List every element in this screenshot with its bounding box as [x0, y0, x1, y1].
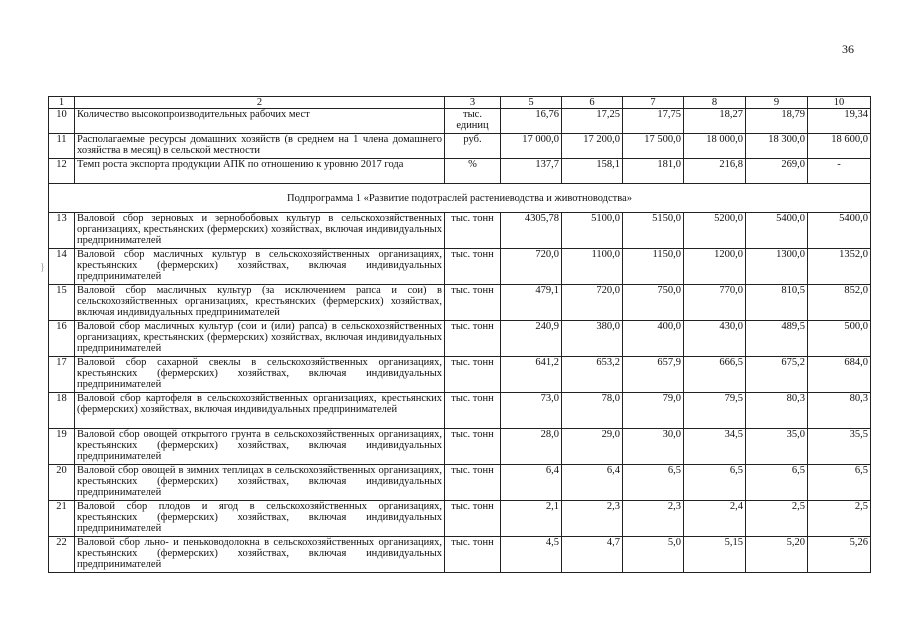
value-cell: 1352,0: [808, 249, 871, 285]
value-cell: 2,5: [808, 501, 871, 537]
value-cell: 2,3: [562, 501, 623, 537]
value-cell: 73,0: [501, 393, 562, 429]
value-cell: 852,0: [808, 285, 871, 321]
row-number: 10: [49, 109, 75, 134]
indicator-description: Валовой сбор овощей открытого грунта в сельскохозяйственных организациях, крестьянских (фермерских) хозяйствах, включая индивидуальных предпринимателей: [75, 429, 445, 465]
value-cell: 750,0: [623, 285, 684, 321]
table-row: [49, 159, 871, 184]
page-number: 36: [842, 42, 854, 56]
value-cell: 5,0: [623, 537, 684, 573]
row-number: 15: [49, 285, 75, 321]
unit-cell: тыс. тонн: [445, 537, 501, 573]
row-number: 14: [49, 249, 75, 285]
value-cell: 5,26: [808, 537, 871, 573]
table-row: [49, 537, 871, 573]
table-row: [49, 109, 871, 134]
row-number: 21: [49, 501, 75, 537]
unit-cell: тыс. тонн: [445, 465, 501, 501]
header-cell: 8: [684, 97, 746, 109]
value-cell: 5400,0: [746, 213, 808, 249]
table-row: [49, 213, 871, 249]
unit-cell: тыс. тонн: [445, 357, 501, 393]
table-row: [49, 465, 871, 501]
value-cell: 1300,0: [746, 249, 808, 285]
value-cell: 400,0: [623, 321, 684, 357]
value-cell: -: [808, 159, 871, 184]
indicator-description: Валовой сбор сахарной свеклы в сельскохозяйственных организациях, крестьянских (фермерских) хозяйствах, включая индивидуальных предпринимателей: [75, 357, 445, 393]
header-cell: 3: [445, 97, 501, 109]
row-number: 13: [49, 213, 75, 249]
header-cell: 9: [746, 97, 808, 109]
value-cell: 380,0: [562, 321, 623, 357]
indicator-description: Валовой сбор овощей в зимних теплицах в сельскохозяйственных организациях, крестьянских (фермерских) хозяйствах, включая индивидуальных предпринимателей: [75, 465, 445, 501]
value-cell: 1150,0: [623, 249, 684, 285]
value-cell: 35,5: [808, 429, 871, 465]
value-cell: 6,5: [623, 465, 684, 501]
indicator-description: Количество высокопроизводительных рабочих мест: [75, 109, 445, 134]
value-cell: 137,7: [501, 159, 562, 184]
value-cell: 770,0: [684, 285, 746, 321]
header-cell: 1: [49, 97, 75, 109]
subprogram-row: [49, 184, 871, 213]
value-cell: 5400,0: [808, 213, 871, 249]
unit-cell: тыс. тонн: [445, 393, 501, 429]
indicators-table: [48, 96, 871, 573]
value-cell: 29,0: [562, 429, 623, 465]
value-cell: 5150,0: [623, 213, 684, 249]
value-cell: 6,5: [684, 465, 746, 501]
value-cell: 720,0: [501, 249, 562, 285]
row-number: 12: [49, 159, 75, 184]
value-cell: 641,2: [501, 357, 562, 393]
value-cell: 17 500,0: [623, 134, 684, 159]
subprogram-title: Подпрограмма 1 «Развитие подотраслей растениеводства и животноводства»: [49, 184, 871, 213]
value-cell: 810,5: [746, 285, 808, 321]
value-cell: 28,0: [501, 429, 562, 465]
value-cell: 78,0: [562, 393, 623, 429]
indicator-description: Валовой сбор масличных культур (сои и (или) рапса) в сельскохозяйственных организациях, крестьянских (фермерских) хозяйствах, включая индивидуальных предпринимателей: [75, 321, 445, 357]
table-row: [49, 501, 871, 537]
value-cell: 5200,0: [684, 213, 746, 249]
value-cell: 80,3: [808, 393, 871, 429]
value-cell: 653,2: [562, 357, 623, 393]
value-cell: 80,3: [746, 393, 808, 429]
value-cell: 30,0: [623, 429, 684, 465]
value-cell: 6,5: [746, 465, 808, 501]
table-row: [49, 285, 871, 321]
header-cell: 7: [623, 97, 684, 109]
unit-cell: руб.: [445, 134, 501, 159]
value-cell: 657,9: [623, 357, 684, 393]
value-cell: 2,4: [684, 501, 746, 537]
value-cell: 4305,78: [501, 213, 562, 249]
value-cell: 216,8: [684, 159, 746, 184]
indicator-description: Темп роста экспорта продукции АПК по отношению к уровню 2017 года: [75, 159, 445, 184]
value-cell: 666,5: [684, 357, 746, 393]
value-cell: 1200,0: [684, 249, 746, 285]
indicator-description: Валовой сбор масличных культур в сельскохозяйственных организациях, крестьянских (фермерских) хозяйствах, включая индивидуальных предпринимателей: [75, 249, 445, 285]
value-cell: 17,75: [623, 109, 684, 134]
row-number: 11: [49, 134, 75, 159]
unit-cell: %: [445, 159, 501, 184]
value-cell: 6,4: [562, 465, 623, 501]
value-cell: 720,0: [562, 285, 623, 321]
table-row: [49, 357, 871, 393]
value-cell: 684,0: [808, 357, 871, 393]
value-cell: 2,3: [623, 501, 684, 537]
indicator-description: Валовой сбор льно- и пеньководолокна в сельскохозяйственных организациях, крестьянских (фермерских) хозяйствах, включая индивидуальных предпринимателей: [75, 537, 445, 573]
value-cell: 158,1: [562, 159, 623, 184]
value-cell: 79,5: [684, 393, 746, 429]
value-cell: 18 000,0: [684, 134, 746, 159]
unit-cell: тыс. тонн: [445, 321, 501, 357]
value-cell: 6,5: [808, 465, 871, 501]
value-cell: 17 200,0: [562, 134, 623, 159]
indicator-description: Располагаемые ресурсы домашних хозяйств (в среднем на 1 члена домашнего хозяйства в месяц) в сельской местности: [75, 134, 445, 159]
row-number: 20: [49, 465, 75, 501]
value-cell: 35,0: [746, 429, 808, 465]
value-cell: 19,34: [808, 109, 871, 134]
row-number: 16: [49, 321, 75, 357]
header-cell: 10: [808, 97, 871, 109]
value-cell: 181,0: [623, 159, 684, 184]
value-cell: 479,1: [501, 285, 562, 321]
table-row: [49, 393, 871, 429]
margin-mark: }: [40, 262, 45, 273]
value-cell: 17 000,0: [501, 134, 562, 159]
table-row: [49, 321, 871, 357]
row-number: 17: [49, 357, 75, 393]
row-number: 22: [49, 537, 75, 573]
header-cell: 2: [75, 97, 445, 109]
unit-cell: тыс. тонн: [445, 501, 501, 537]
value-cell: 1100,0: [562, 249, 623, 285]
row-number: 19: [49, 429, 75, 465]
indicator-description: Валовой сбор плодов и ягод в сельскохозяйственных организациях, крестьянских (фермерских) хозяйствах, включая индивидуальных предпринимателей: [75, 501, 445, 537]
value-cell: 5,15: [684, 537, 746, 573]
indicator-description: Валовой сбор масличных культур (за исключением рапса и сои) в сельскохозяйственных организациях, крестьянских (фермерских) хозяйствах, включая индивидуальных предпринимателей: [75, 285, 445, 321]
value-cell: 5100,0: [562, 213, 623, 249]
value-cell: 18,79: [746, 109, 808, 134]
table-row: [49, 429, 871, 465]
value-cell: 2,5: [746, 501, 808, 537]
value-cell: 4,7: [562, 537, 623, 573]
unit-cell: тыс. тонн: [445, 285, 501, 321]
header-cell: 5: [501, 97, 562, 109]
value-cell: 430,0: [684, 321, 746, 357]
value-cell: 240,9: [501, 321, 562, 357]
unit-cell: тыс. тонн: [445, 213, 501, 249]
header-cell: 6: [562, 97, 623, 109]
value-cell: 18 300,0: [746, 134, 808, 159]
indicator-description: Валовой сбор картофеля в сельскохозяйственных организациях, крестьянских (фермерских) хозяйствах, включая индивидуальных предпринимателей: [75, 393, 445, 429]
value-cell: 34,5: [684, 429, 746, 465]
value-cell: 16,76: [501, 109, 562, 134]
row-number: 18: [49, 393, 75, 429]
value-cell: 6,4: [501, 465, 562, 501]
header-row: [49, 97, 871, 109]
table-row: [49, 249, 871, 285]
unit-cell: тыс. единиц: [445, 109, 501, 134]
value-cell: 18,27: [684, 109, 746, 134]
value-cell: 79,0: [623, 393, 684, 429]
value-cell: 4,5: [501, 537, 562, 573]
value-cell: 500,0: [808, 321, 871, 357]
value-cell: 675,2: [746, 357, 808, 393]
value-cell: 5,20: [746, 537, 808, 573]
table-row: [49, 134, 871, 159]
value-cell: 489,5: [746, 321, 808, 357]
unit-cell: тыс. тонн: [445, 429, 501, 465]
unit-cell: тыс. тонн: [445, 249, 501, 285]
value-cell: 17,25: [562, 109, 623, 134]
indicator-description: Валовой сбор зерновых и зернобобовых культур в сельскохозяйственных организациях, крестьянских (фермерских) хозяйствах, включая индивидуальных предпринимателей: [75, 213, 445, 249]
value-cell: 2,1: [501, 501, 562, 537]
value-cell: 269,0: [746, 159, 808, 184]
value-cell: 18 600,0: [808, 134, 871, 159]
